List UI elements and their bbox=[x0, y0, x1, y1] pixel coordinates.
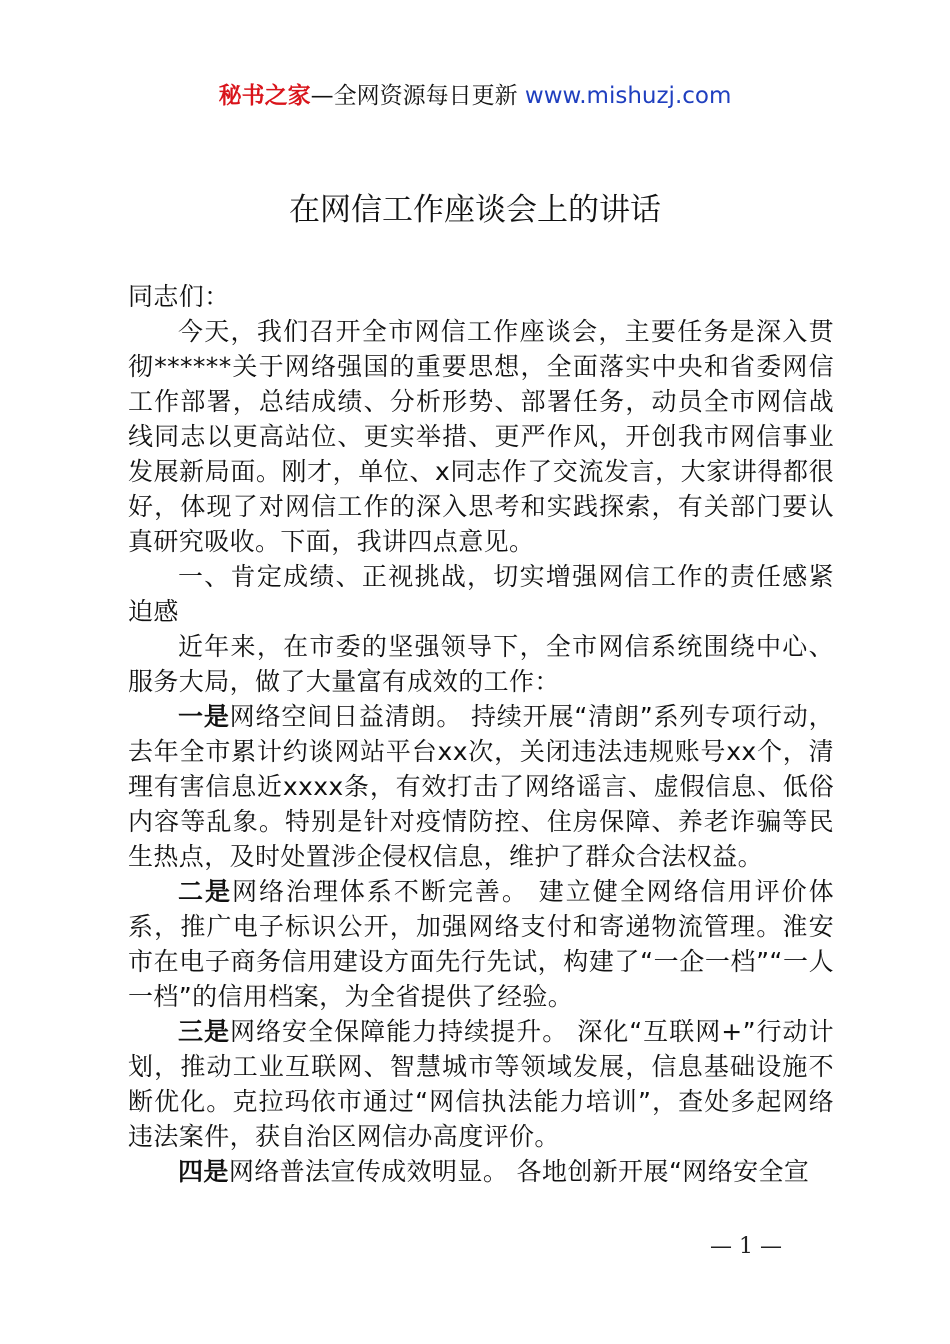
paragraph-lead: 一是 bbox=[178, 702, 230, 731]
section-heading bbox=[128, 559, 834, 629]
paragraph-lead: 三是 bbox=[178, 1017, 231, 1046]
document-title: 在网信工作座谈会上的讲话 bbox=[289, 192, 661, 228]
brand-name: 秘书之家 bbox=[218, 83, 311, 109]
paragraph-lead: 二是 bbox=[178, 877, 232, 906]
paragraph-text: 近年来，在市委的坚强领导下，全市网信系统围绕中心、服务大局，做了大量富有成效的工作： bbox=[128, 632, 834, 696]
paragraph bbox=[128, 314, 834, 559]
paragraph bbox=[128, 1154, 834, 1189]
greeting: 同志们： bbox=[128, 282, 230, 311]
page-number: — 1 — bbox=[710, 1234, 782, 1259]
document-body bbox=[128, 279, 834, 1189]
paragraph-text: 网络安全保障能力持续提升。 深化“互联网+”行动计划，推动工业互联网、智慧城市等领域发展，信息基础设施不断优化。克拉玛依市通过“网信执法能力培训”，查处多起网络违法案件，获自治区网信办高度评价。 bbox=[128, 1017, 834, 1151]
paragraph-text: 一、肯定成绩、正视挑战，切实增强网信工作的责任感紧迫感 bbox=[128, 562, 834, 626]
paragraph bbox=[128, 629, 834, 699]
header-slogan: —全网资源每日更新 bbox=[310, 83, 525, 109]
paragraph-text: 网络普法宣传成效明显。 各地创新开展“网络安全宣 bbox=[228, 1157, 810, 1186]
paragraph-text: 今天，我们召开全市网信工作座谈会，主要任务是深入贯彻******关于网络强国的重要思想，全面落实中央和省委网信工作部署，总结成绩、分析形势、部署任务，动员全市网信战线同志以更高站位、更实举措、更严作风，开创我市网信事业发展新局面。刚才，单位、x同志作了交流发言，大家讲得都很好，体现了对网信工作的深入思考和实践探索，有关部门要认真研究吸收。下面，我讲四点意见。 bbox=[128, 317, 834, 556]
paragraph bbox=[128, 699, 834, 874]
site-header bbox=[0, 80, 950, 112]
paragraph bbox=[128, 874, 834, 1014]
paragraph bbox=[128, 1014, 834, 1154]
paragraph-text: 网络空间日益清朗。 持续开展“清朗”系列专项行动，去年全市累计约谈网站平台xx次，关闭违法违规账号xx个，清理有害信息近xxxx条，有效打击了网络谣言、虚假信息、低俗内容等乱象。特别是针对疫情防控、住房保障、养老诈骗等民生热点，及时处置涉企侵权信息，维护了群众合法权益。 bbox=[128, 702, 834, 871]
paragraph-text: 网络治理体系不断完善。 建立健全网络信用评价体系，推广电子标识公开，加强网络支付和寄递物流管理。淮安市在电子商务信用建设方面先行先试，构建了“一企一档”“一人一档”的信用档案，为全省提供了经验。 bbox=[128, 877, 834, 1011]
site-url[interactable]: www.mishuzj.com bbox=[524, 83, 732, 109]
paragraph-lead: 四是 bbox=[178, 1157, 229, 1186]
